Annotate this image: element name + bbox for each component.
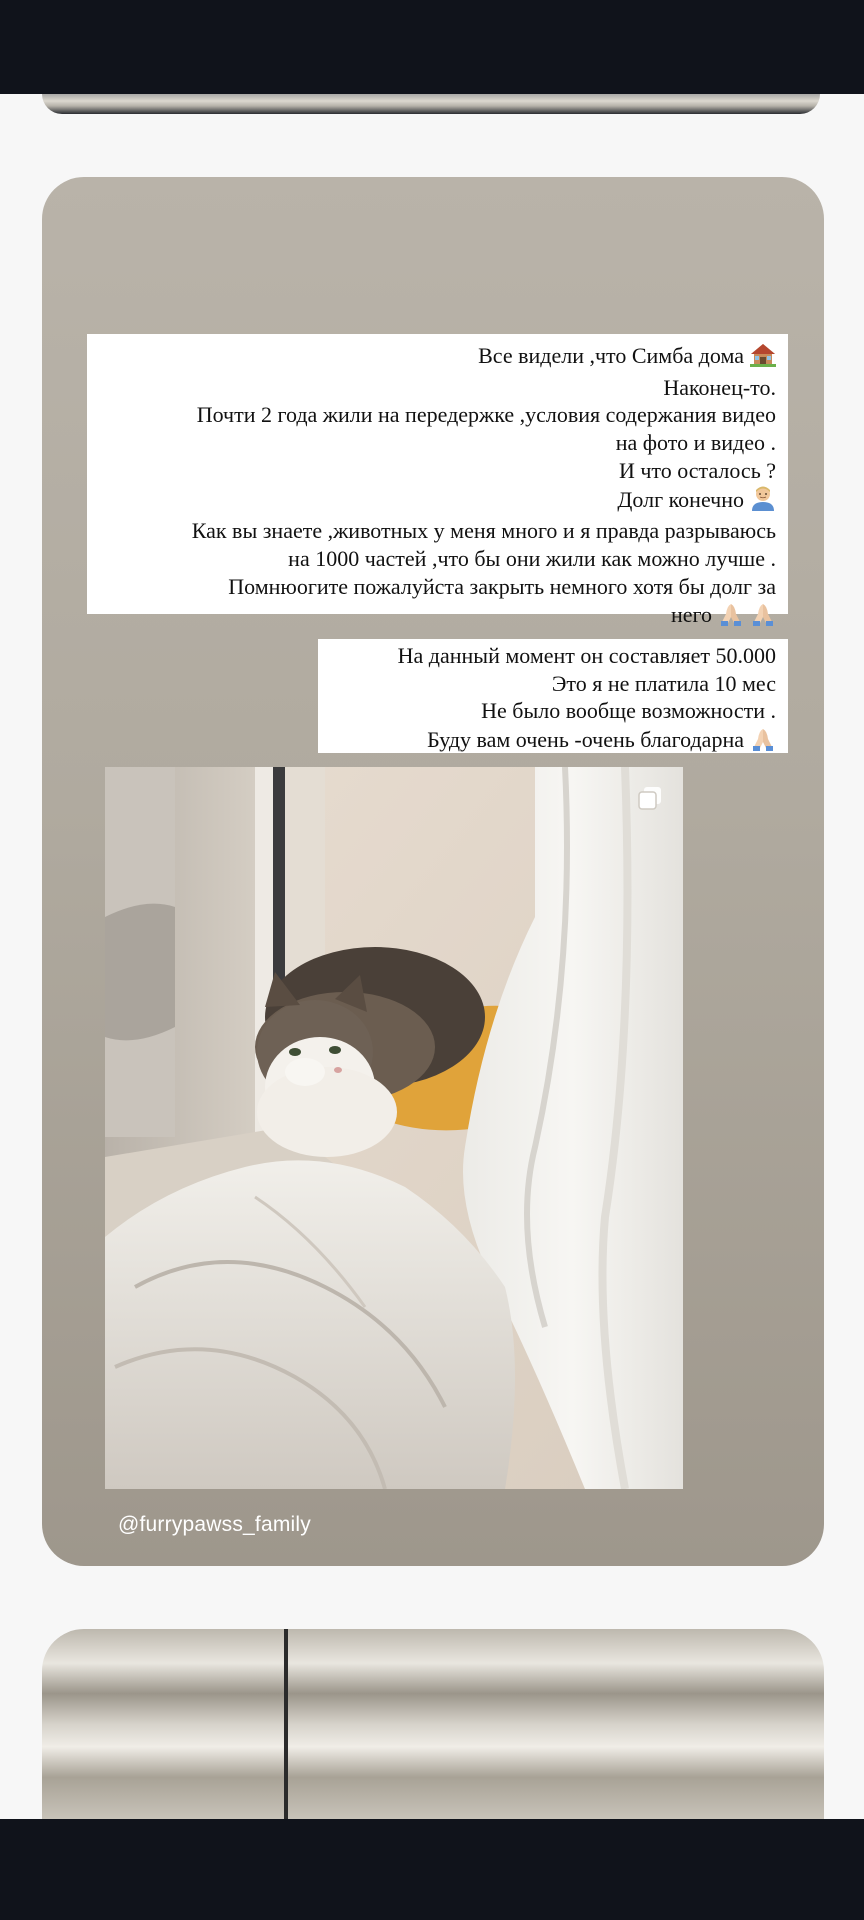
next-post-card[interactable] xyxy=(42,1629,824,1819)
folded-hands-icon xyxy=(750,725,776,758)
cat-photo[interactable] xyxy=(105,767,683,1489)
man-shrugging-icon xyxy=(750,485,776,518)
divider xyxy=(284,1629,288,1819)
text-line: Все видели ,что Симба дома xyxy=(478,343,744,368)
text-line: на 1000 частей ,что бы они жили как можно лучше . xyxy=(288,545,776,571)
bottom-bar xyxy=(0,1819,864,1920)
text-line: Не было вообще возможности . xyxy=(481,698,776,724)
text-line: на фото и видео . xyxy=(615,430,776,456)
text-line: Это я не платила 10 мес xyxy=(551,670,776,696)
folded-hands-icon xyxy=(750,600,776,633)
story-text-block-2 xyxy=(318,639,788,753)
story-text-block-1 xyxy=(87,334,788,628)
source-username-link[interactable]: @furrypawss_family xyxy=(118,1513,311,1536)
folded-hands-icon xyxy=(718,600,744,633)
text-line: И что осталось ? xyxy=(618,457,776,483)
cat-photo-image xyxy=(105,767,683,1489)
text-line: Буду вам очень -очень благодарна xyxy=(427,727,744,753)
text-line: На данный момент он составляет 50.000 xyxy=(397,643,776,668)
shared-story-card[interactable] xyxy=(42,177,824,1566)
text-line: Как вы знаете ,животных у меня много и я правда разрываюсь xyxy=(191,518,776,544)
text-line: Помнюогите пожалуйста закрыть немного хотя бы долг за xyxy=(228,573,776,599)
text-line: Долг конечно xyxy=(617,486,744,512)
text-line: него xyxy=(670,602,712,628)
previous-post-card[interactable] xyxy=(42,94,820,114)
house-icon xyxy=(750,343,776,374)
top-status-bar xyxy=(0,0,864,94)
multiple-photos-icon xyxy=(637,785,663,811)
text-line: Наконец-то. xyxy=(663,374,776,400)
text-line: Почти 2 года жили на передержке ,условия содержания видео xyxy=(196,402,776,428)
